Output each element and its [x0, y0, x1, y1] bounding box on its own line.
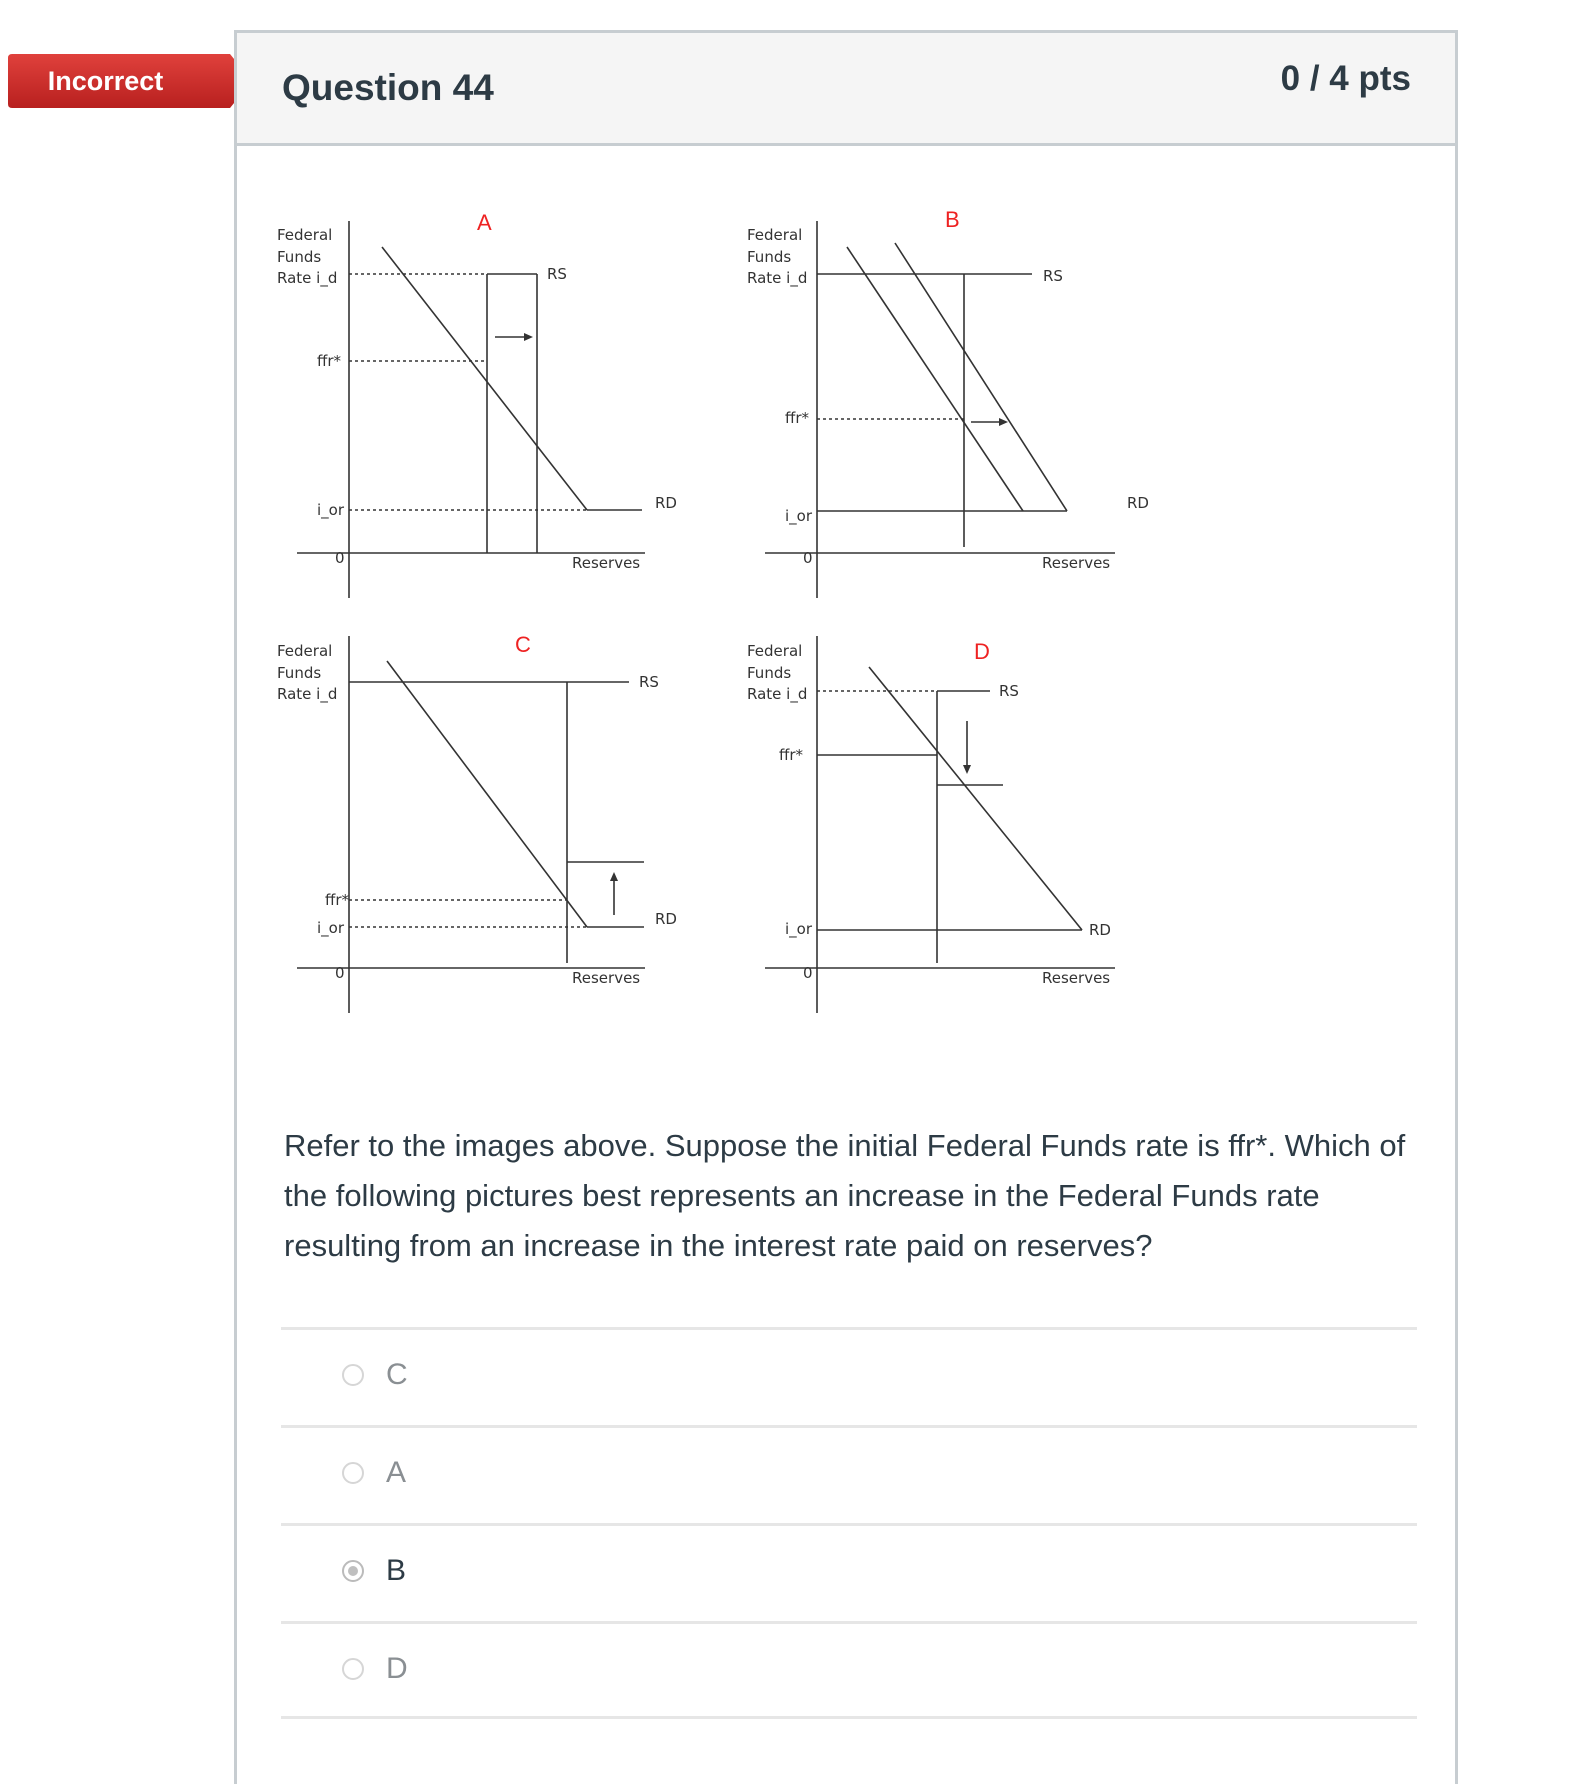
question-title: Question 44 — [282, 67, 494, 108]
answer-radio-c[interactable] — [342, 1364, 364, 1386]
answer-radio-b[interactable] — [342, 1560, 364, 1582]
panel-d-rs-label: RS — [999, 682, 1019, 700]
panel-a-letter: A — [477, 210, 492, 235]
panel-a-rd-label: RD — [655, 494, 677, 512]
panel-b-rd-label: RD — [1127, 494, 1149, 512]
panel-d-arrowhead — [963, 765, 971, 774]
panel-d-ior-label: i_or — [785, 920, 813, 938]
panel-a — [297, 221, 645, 598]
panel-c-x-label: Reserves — [572, 969, 641, 987]
answer-radio-a[interactable] — [342, 1462, 364, 1484]
panel-c — [297, 636, 645, 1013]
panel-d-origin: 0 — [803, 964, 813, 982]
panel-b-rd-new — [895, 243, 1067, 511]
panel-a-ffr-label: ffr* — [317, 352, 342, 370]
panel-d-axis-label-3: Rate i_d — [747, 685, 808, 703]
panel-c-axis-label-2: Funds — [277, 664, 322, 682]
answer-label-a: A — [386, 1456, 407, 1489]
panel-b-ior-label: i_or — [785, 507, 813, 525]
panel-c-axis-label-3: Rate i_d — [277, 685, 338, 703]
panel-a-origin: 0 — [335, 549, 345, 567]
panel-a-axis-label-1: Federal — [277, 226, 333, 244]
panel-b-origin: 0 — [803, 549, 813, 567]
panel-a-axis-label-2: Funds — [277, 248, 322, 266]
panel-c-ffr-label: ffr* — [325, 891, 350, 909]
panel-a-x-label: Reserves — [572, 554, 641, 572]
answer-option-b[interactable] — [281, 1523, 1417, 1621]
panel-a-rd-curve — [382, 247, 587, 510]
panel-a-arrowhead — [524, 333, 533, 341]
panel-c-rs-label: RS — [639, 673, 659, 691]
answer-label-d: D — [386, 1652, 408, 1685]
answer-radio-d[interactable] — [342, 1658, 364, 1680]
panel-c-rd-label: RD — [655, 910, 677, 928]
panel-d-rd-label: RD — [1089, 921, 1111, 939]
panel-d-letter: D — [974, 639, 990, 664]
panel-c-ior-label: i_or — [317, 919, 345, 937]
question-points: 0 / 4 pts — [1280, 59, 1411, 98]
panel-c-rd-curve — [387, 661, 587, 927]
panel-d-x-label: Reserves — [1042, 969, 1111, 987]
answer-option-c[interactable] — [281, 1327, 1417, 1425]
panel-d-axis-label-1: Federal — [747, 642, 803, 660]
panel-c-axis-label-1: Federal — [277, 642, 333, 660]
panel-b-axis-label-2: Funds — [747, 248, 792, 266]
panel-b-rd-old — [847, 247, 1023, 511]
status-flag — [8, 54, 240, 108]
answer-label-b: B — [386, 1554, 407, 1587]
panel-d — [765, 636, 1115, 1013]
answer-option-d[interactable] — [281, 1621, 1417, 1719]
panel-d-axis-label-2: Funds — [747, 664, 792, 682]
panel-b-arrowhead — [999, 418, 1008, 426]
answer-list — [281, 1327, 1417, 1719]
panel-c-letter: C — [515, 632, 531, 657]
panel-a-axis-label-3: Rate i_d — [277, 269, 338, 287]
answer-option-a[interactable] — [281, 1425, 1417, 1523]
question-card — [234, 30, 1458, 1784]
panel-b-x-label: Reserves — [1042, 554, 1111, 572]
panel-c-arrowhead — [610, 872, 618, 881]
status-label: Incorrect — [47, 66, 164, 96]
panel-c-origin: 0 — [335, 964, 345, 982]
question-figure — [237, 33, 1455, 1033]
panel-b-rs-label: RS — [1043, 267, 1063, 285]
answer-label-c: C — [386, 1358, 408, 1391]
panel-b-ffr-label: ffr* — [785, 409, 810, 427]
panel-b-letter: B — [945, 207, 960, 232]
question-prompt: Refer to the images above. Suppose the initial Federal Funds rate is ffr*. Which of the following pictures best represents an increase in the Federal Funds rate resulting from an increase in the interest rate paid on reserves? — [284, 1128, 1406, 1263]
panel-b-axis-label-1: Federal — [747, 226, 803, 244]
panel-a-rs-label: RS — [547, 265, 567, 283]
panel-a-ior-label: i_or — [317, 501, 345, 519]
panel-b-axis-label-3: Rate i_d — [747, 269, 808, 287]
panel-d-ffr-label: ffr* — [779, 746, 804, 764]
panel-d-rd-curve — [869, 667, 1082, 930]
